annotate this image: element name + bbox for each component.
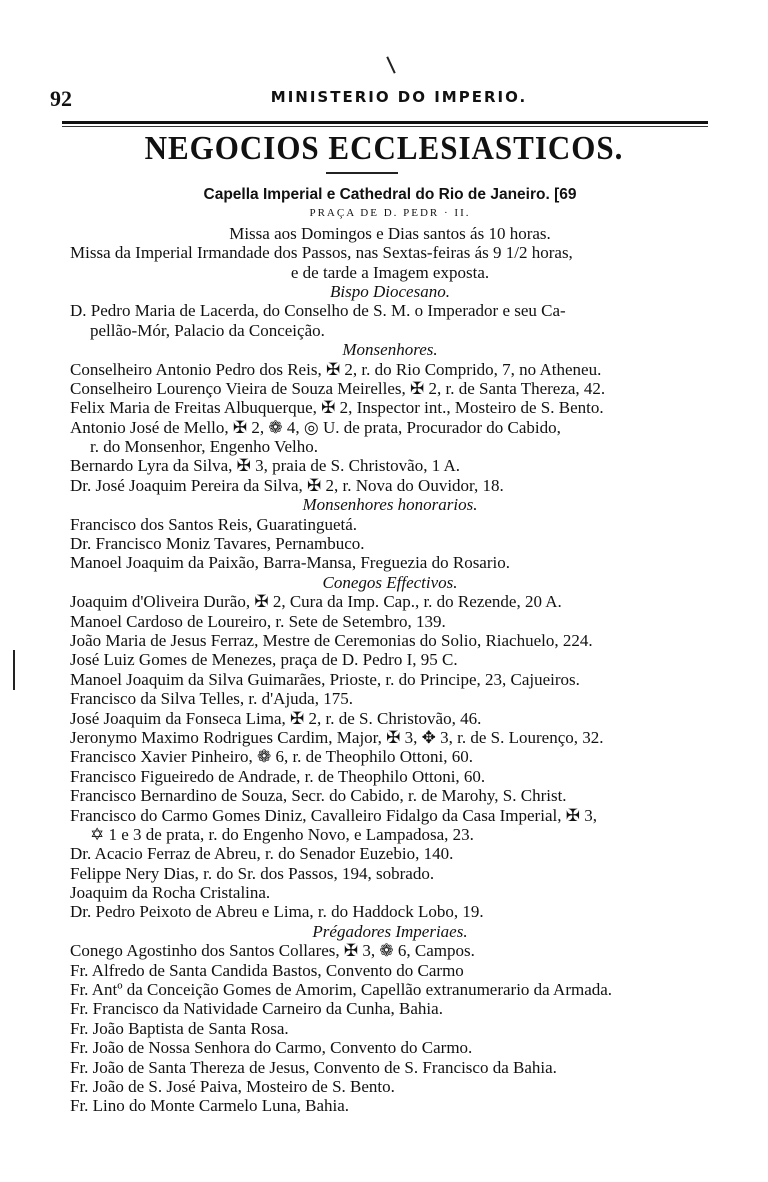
margin-mark (13, 650, 15, 690)
entry-line: Francisco dos Santos Reis, Guaratinguetá. (70, 514, 358, 534)
entry-line: Fr. Alfredo de Santa Candida Bastos, Convento do Carmo (70, 960, 464, 980)
entry-line: Fr. João de Nossa Senhora do Carmo, Convento do Carmo. (70, 1038, 473, 1058)
section-heading-line: PRAÇA DE D. PEDR · II. (309, 207, 471, 220)
entry-line: Joaquim da Rocha Cristalina. (70, 883, 271, 903)
header-rule-thin (62, 126, 708, 127)
directory-text (70, 185, 710, 1116)
entry-line: Jeronymo Maximo Rodrigues Cardim, Major, ✠ 3, ✥ 3, r. de S. Lourenço, 32. (70, 727, 604, 747)
entry-line: Fr. João de Santa Thereza de Jesus, Convento de S. Francisco da Bahia. (70, 1057, 557, 1077)
entry-line: Dr. Acacio Ferraz de Abreu, r. do Senador Euzebio, 140. (70, 844, 454, 864)
entry-line: Manoel Joaquim da Silva Guimarães, Prioste, r. do Principe, 23, Cajueiros. (70, 669, 580, 689)
section-heading-line: Bispo Diocesano. (330, 281, 450, 301)
section-heading-line: Conegos Effectivos. (322, 572, 458, 592)
entry-line: r. do Monsenhor, Engenho Velho. (90, 437, 319, 457)
entry-line: Francisco Figueiredo de Andrade, r. de Theophilo Ottoni, 60. (70, 766, 486, 786)
entry-line: Fr. João de S. José Paiva, Mosteiro de S. Bento. (70, 1076, 395, 1096)
entry-line: Missa da Imperial Irmandade dos Passos, nas Sextas-feiras ás 9 1/2 horas, (70, 243, 573, 263)
entry-line: Felippe Nery Dias, r. do Sr. dos Passos, 194, sobrado. (70, 863, 435, 883)
page-number: 92 (50, 86, 72, 111)
entry-line: João Maria de Jesus Ferraz, Mestre de Ceremonias do Solio, Riachuelo, 224. (70, 630, 593, 650)
section-heading-line: Missa aos Domingos e Dias santos ás 10 horas. (229, 223, 551, 243)
section-heading-line: e de tarde a Imagem exposta. (290, 262, 490, 282)
entry-line: Conego Agostinho dos Santos Collares, ✠ 3, ❁ 6, Campos. (70, 941, 475, 961)
entry-line: Felix Maria de Freitas Albuquerque, ✠ 2, Inspector int., Mosteiro de S. Bento. (70, 398, 604, 418)
entry-line: Dr. José Joaquim Pereira da Silva, ✠ 2, r. Nova do Ouvidor, 18. (70, 475, 504, 495)
entry-line: Conselheiro Lourenço Vieira de Souza Meirelles, ✠ 2, r. de Santa Thereza, 42. (70, 378, 606, 398)
entry-line: Manoel Joaquim da Paixão, Barra-Mansa, Freguezia do Rosario. (70, 553, 510, 573)
entry-line: Conselheiro Antonio Pedro dos Reis, ✠ 2, r. do Rio Comprido, 7, no Atheneu. (70, 359, 602, 379)
section-heading-line: Monsenhores. (342, 340, 438, 360)
entry-line: José Luiz Gomes de Menezes, praça de D. Pedro I, 95 C. (70, 650, 458, 670)
section-heading-line: Capella Imperial e Cathedral do Rio de Janeiro. [69 (203, 186, 577, 203)
entry-line: Dr. Francisco Moniz Tavares, Pernambuco. (70, 534, 365, 554)
section-title: NEGOCIOS ECCLESIASTICOS. (144, 128, 624, 167)
entry-line: Fr. João Baptista de Santa Rosa. (70, 1018, 289, 1038)
stray-mark (386, 56, 395, 73)
entry-line: Francisco Bernardino de Souza, Secr. do Cabido, r. de Marohy, S. Christ. (70, 786, 567, 806)
entry-line: Bernardo Lyra da Silva, ✠ 3, praia de S. Christovão, 1 A. (70, 456, 461, 476)
entry-line: D. Pedro Maria de Lacerda, do Conselho de S. M. o Imperador e seu Ca- (70, 301, 566, 321)
entry-line: Joaquim d'Oliveira Durão, ✠ 2, Cura da Imp. Cap., r. do Rezende, 20 A. (70, 592, 562, 612)
entry-line: Fr. Antº da Conceição Gomes de Amorim, Capellão extranumerario da Armada. (70, 980, 613, 1000)
entry-line: Francisco Xavier Pinheiro, ❁ 6, r. de Theophilo Ottoni, 60. (70, 747, 473, 767)
entry-line: Dr. Pedro Peixoto de Abreu e Lima, r. do Haddock Lobo, 19. (70, 902, 484, 922)
title-rule (326, 172, 398, 174)
entry-line: Fr. Francisco da Natividade Carneiro da Cunha, Bahia. (70, 999, 443, 1019)
header-rule (62, 121, 708, 124)
entry-line: Manoel Cardoso de Loureiro, r. Sete de Setembro, 139. (70, 611, 446, 631)
section-heading-line: Prégadores Imperiaes. (312, 921, 468, 941)
entry-line: Francisco da Silva Telles, r. d'Ajuda, 175. (70, 689, 353, 709)
running-head: MINISTERIO DO IMPERIO. (270, 88, 528, 106)
entry-line: Francisco do Carmo Gomes Diniz, Cavalleiro Fidalgo da Casa Imperial, ✠ 3, (70, 805, 597, 825)
entry-line: Antonio José de Mello, ✠ 2, ❁ 4, ◎ U. de prata, Procurador do Cabido, (70, 417, 561, 437)
entry-line: ✡ 1 e 3 de prata, r. do Engenho Novo, e Lampadosa, 23. (90, 824, 474, 844)
section-heading-line: Monsenhores honorarios. (302, 495, 478, 515)
entry-line: Fr. Lino do Monte Carmelo Luna, Bahia. (70, 1096, 350, 1116)
entry-line: José Joaquim da Fonseca Lima, ✠ 2, r. de S. Christovão, 46. (70, 708, 482, 728)
entry-line: pellão-Mór, Palacio da Conceição. (90, 320, 325, 340)
